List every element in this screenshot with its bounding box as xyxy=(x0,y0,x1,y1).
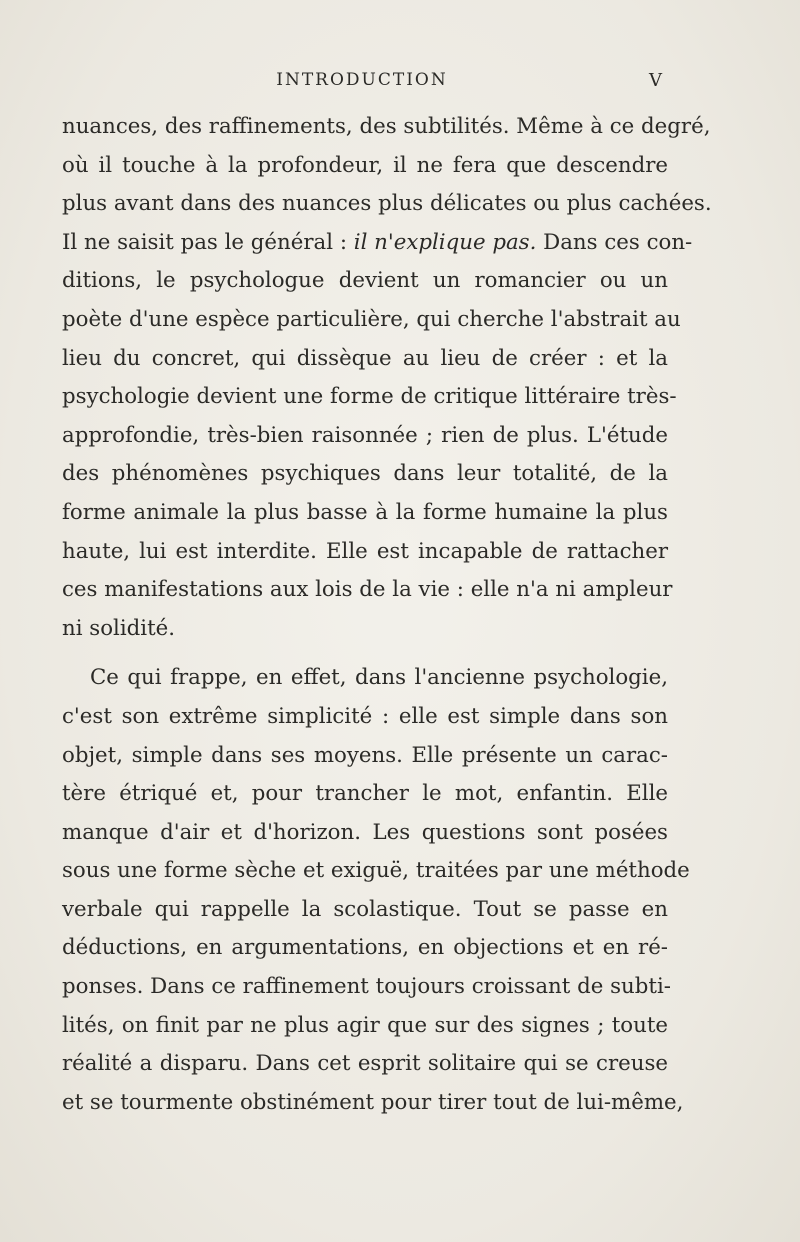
text-line: déductions, en argumentations, en objections et en ré- xyxy=(62,935,668,961)
text-line: forme animale la plus basse à la forme humaine la plus xyxy=(62,499,668,525)
text-line: réalité a disparu. Dans cet esprit solitaire qui se creuse xyxy=(62,1051,668,1077)
text-line: lités, on finit par ne plus agir que sur des signes ; toute xyxy=(62,1012,668,1038)
text-line xyxy=(62,224,693,263)
text-line: sous une forme sèche et exiguë, traitées par une méthode xyxy=(62,858,690,884)
text-line: psychologie devient une forme de critique littéraire très- xyxy=(62,384,677,410)
text-line: ponses. Dans ce raffinement toujours croissant de subti- xyxy=(62,974,671,1000)
body-text xyxy=(62,108,712,1122)
text-line: tère étriqué et, pour trancher le mot, enfantin. Elle xyxy=(62,781,668,807)
text-line: approfondie, très-bien raisonnée ; rien de plus. L'étude xyxy=(62,422,668,448)
text-line: ni solidité. xyxy=(62,615,176,641)
paragraph xyxy=(62,659,690,1122)
text-line: plus avant dans des nuances plus délicates ou plus cachées. xyxy=(62,191,712,217)
text-fragment: Dans ces con- xyxy=(543,229,693,255)
running-title: INTRODUCTION xyxy=(276,70,448,90)
text-line: ditions, le psychologue devient un romancier ou un xyxy=(62,268,668,294)
italic-phrase: il n'explique pas. xyxy=(353,229,537,255)
text-line: c'est son extrême simplicité : elle est simple dans son xyxy=(62,703,668,729)
text-line: lieu du concret, qui dissèque au lieu de créer : et la xyxy=(62,345,668,371)
text-line: et se tourmente obstinément pour tirer tout de lui-même, xyxy=(62,1089,684,1115)
text-line: manque d'air et d'horizon. Les questions sont posées xyxy=(62,819,668,845)
text-line: Ce qui frappe, en effet, dans l'ancienne psychologie, xyxy=(90,665,668,691)
text-line: poète d'une espèce particulière, qui cherche l'abstrait au xyxy=(62,306,681,332)
text-line: nuances, des raffinements, des subtilités. Même à ce degré, xyxy=(62,114,711,139)
page-header xyxy=(62,66,662,96)
paragraph xyxy=(62,108,712,648)
text-line: objet, simple dans ses moyens. Elle présente un carac- xyxy=(62,742,668,768)
text-line: haute, lui est interdite. Elle est incapable de rattacher xyxy=(62,538,668,564)
paragraph-gap xyxy=(62,648,668,659)
text-line: où il touche à la profondeur, il ne fera que descendre xyxy=(62,152,668,178)
text-fragment: Il ne saisit pas le général : xyxy=(62,229,347,255)
text-line: des phénomènes psychiques dans leur totalité, de la xyxy=(62,461,668,487)
text-line: verbale qui rappelle la scolastique. Tout se passe en xyxy=(62,896,668,922)
text-line: ces manifestations aux lois de la vie : elle n'a ni ampleur xyxy=(62,577,673,603)
page-number: V xyxy=(649,70,662,91)
